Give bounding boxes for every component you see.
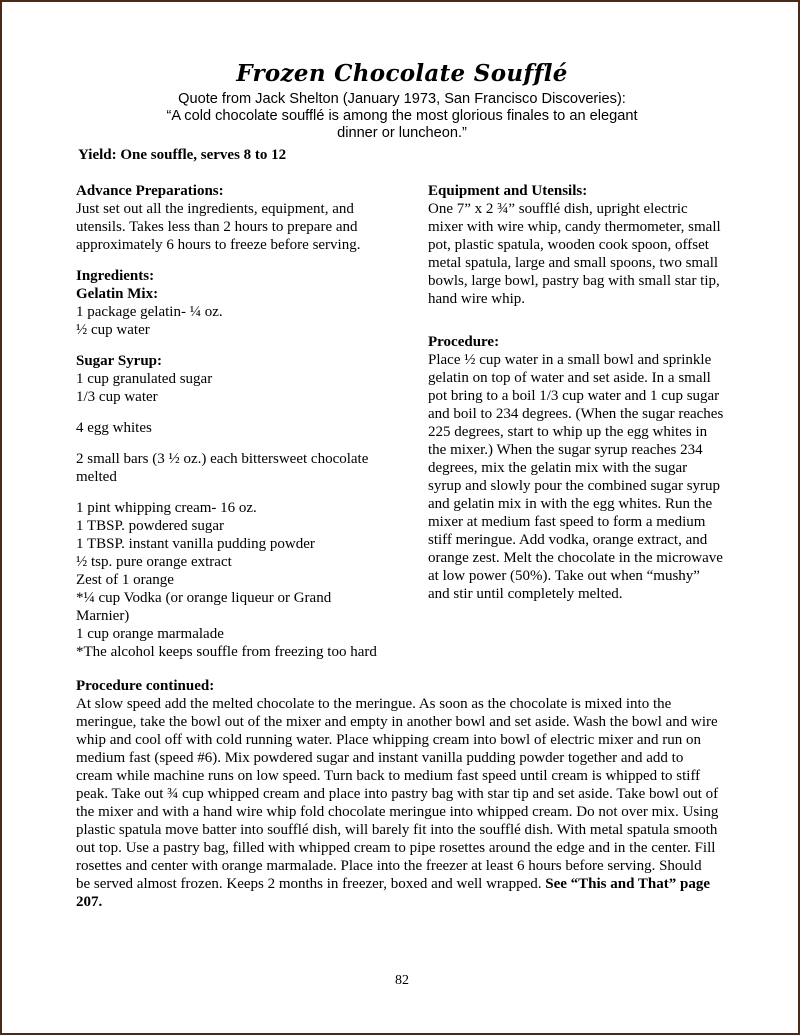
continued-line: whip and cool off with cold running water. Place whipping cream into bowl of electric mixer and run on <box>76 732 701 748</box>
ingredient-line: ½ tsp. pure orange extract <box>76 554 232 570</box>
quote-line: “A cold chocolate soufflé is among the most glorious finales to an elegant <box>166 108 638 124</box>
footnote-line: *The alcohol keeps souffle from freezing too hard <box>76 644 377 660</box>
ingredient-line: melted <box>76 469 117 485</box>
sugar-syrup-heading: Sugar Syrup: <box>76 353 163 369</box>
continued-line: meringue, take the bowl out of the mixer and empty in another bowl and set aside. Wash the bowl and wire <box>76 714 718 730</box>
ingredient-line: 4 egg whites <box>76 420 152 436</box>
ingredient-line: 1 pint whipping cream- 16 oz. <box>76 500 257 516</box>
gelatin-mix-heading: Gelatin Mix: <box>76 286 159 302</box>
procedure-continued-heading: Procedure continued: <box>76 678 215 694</box>
see-reference: See “This and That” page <box>545 876 710 892</box>
recipe-title: Frozen Chocolate Soufflé <box>236 60 568 87</box>
continued-line-last <box>76 875 756 893</box>
advance-preparations-heading: Advance Preparations: <box>76 183 224 199</box>
right-column <box>428 182 748 603</box>
equipment-line: mixer with wire whip, candy thermometer, small <box>428 219 721 235</box>
left-column <box>76 182 406 661</box>
continued-last-text: be served almost frozen. Keeps 2 months in freezer, boxed and well wrapped. <box>76 876 546 892</box>
advance-line: utensils. Takes less than 2 hours to prepare and <box>76 219 358 235</box>
ingredient-line: 1 cup granulated sugar <box>76 371 213 387</box>
continued-line: medium fast (speed #6). Mix powdered sugar and instant vanilla pudding powder together and add to <box>76 750 684 766</box>
ingredient-line: Zest of 1 orange <box>76 572 174 588</box>
continued-line: peak. Take out ¾ cup whipped cream and place into pastry bag with star tip and set aside. Take bowl out of <box>76 786 719 802</box>
procedure-line: 225 degrees, start to whip up the egg whites in <box>428 424 708 440</box>
ingredient-line: *¼ cup Vodka (or orange liqueur or Grand <box>76 590 332 606</box>
procedure-line: gelatin on top of water and set aside. In a small <box>428 370 711 386</box>
ingredient-line: ½ cup water <box>76 322 150 338</box>
page-number: 82 <box>395 973 409 988</box>
procedure-line: and gelatin mix in with the egg whites. Run the <box>428 496 713 512</box>
quote-line: Quote from Jack Shelton (January 1973, San Francisco Discoveries): <box>178 91 626 107</box>
equipment-line: One 7” x 2 ¾” soufflé dish, upright electric <box>428 201 688 217</box>
procedure-line: Place ½ cup water in a small bowl and sprinkle <box>428 352 712 368</box>
ingredient-line: Marnier) <box>76 608 130 624</box>
ingredients-heading: Ingredients: <box>76 268 155 284</box>
advance-line: Just set out all the ingredients, equipment, and <box>76 201 354 217</box>
quote-block <box>102 91 702 142</box>
procedure-line: pot bring to a boil 1/3 cup water and 1 cup sugar <box>428 388 720 404</box>
equipment-line: pot, plastic spatula, wooden cook spoon, offset <box>428 237 709 253</box>
advance-line: approximately 6 hours to freeze before serving. <box>76 237 361 253</box>
procedure-line: orange zest. Melt the chocolate in the microwave <box>428 550 723 566</box>
ingredient-line: 1/3 cup water <box>76 389 158 405</box>
procedure-line: and boil to 234 degrees. (When the sugar reaches <box>428 406 724 422</box>
continued-line: cream while machine runs on low speed. Turn back to medium fast speed until cream is whipped to stiff <box>76 768 701 784</box>
ingredient-line: 2 small bars (3 ½ oz.) each bittersweet chocolate <box>76 451 369 467</box>
procedure-line: mixer at medium fast speed to form a medium <box>428 514 706 530</box>
yield-line: Yield: One souffle, serves 8 to 12 <box>78 147 287 163</box>
procedure-heading: Procedure: <box>428 334 500 350</box>
continued-line: plastic spatula move batter into soufflé dish, will barely fit into the soufflé dish. With metal spatula smooth <box>76 822 718 838</box>
equipment-line: hand wire whip. <box>428 291 526 307</box>
ingredient-line: 1 TBSP. instant vanilla pudding powder <box>76 536 315 552</box>
quote-line: dinner or luncheon.” <box>337 125 467 141</box>
procedure-line: syrup and slowly pour the combined sugar syrup <box>428 478 721 494</box>
procedure-line: degrees, mix the gelatin mix with the sugar <box>428 460 688 476</box>
procedure-line: and stir until completely melted. <box>428 586 623 602</box>
equipment-line: bowls, large bowl, pastry bag with small star tip, <box>428 273 720 289</box>
procedure-line: at low power (50%). Take out when “mushy” <box>428 568 700 584</box>
procedure-continued-section <box>76 677 756 911</box>
ingredient-line: 1 package gelatin- ¼ oz. <box>76 304 223 320</box>
continued-line: rosettes and center with orange marmalade. Place into the freezer at least 6 hours before serving. Should <box>76 858 702 874</box>
continued-line: At slow speed add the melted chocolate to the meringue. As soon as the chocolate is mixed into the <box>76 696 672 712</box>
see-reference-page: 207. <box>76 894 103 910</box>
procedure-line: stiff meringue. Add vodka, orange extract, and <box>428 532 708 548</box>
ingredient-line: 1 cup orange marmalade <box>76 626 224 642</box>
equipment-heading: Equipment and Utensils: <box>428 183 588 199</box>
continued-line: the mixer and with a hand wire whip fold chocolate meringue into whipped cream. Do not over mix. Using <box>76 804 719 820</box>
equipment-line: metal spatula, large and small spoons, two small <box>428 255 719 271</box>
ingredient-line: 1 TBSP. powdered sugar <box>76 518 225 534</box>
continued-line: out top. Use a pastry bag, filled with whipped cream to pipe rosettes around the edge and in the center. Fill <box>76 840 716 856</box>
procedure-line: the mixer.) When the sugar syrup reaches 234 <box>428 442 703 458</box>
